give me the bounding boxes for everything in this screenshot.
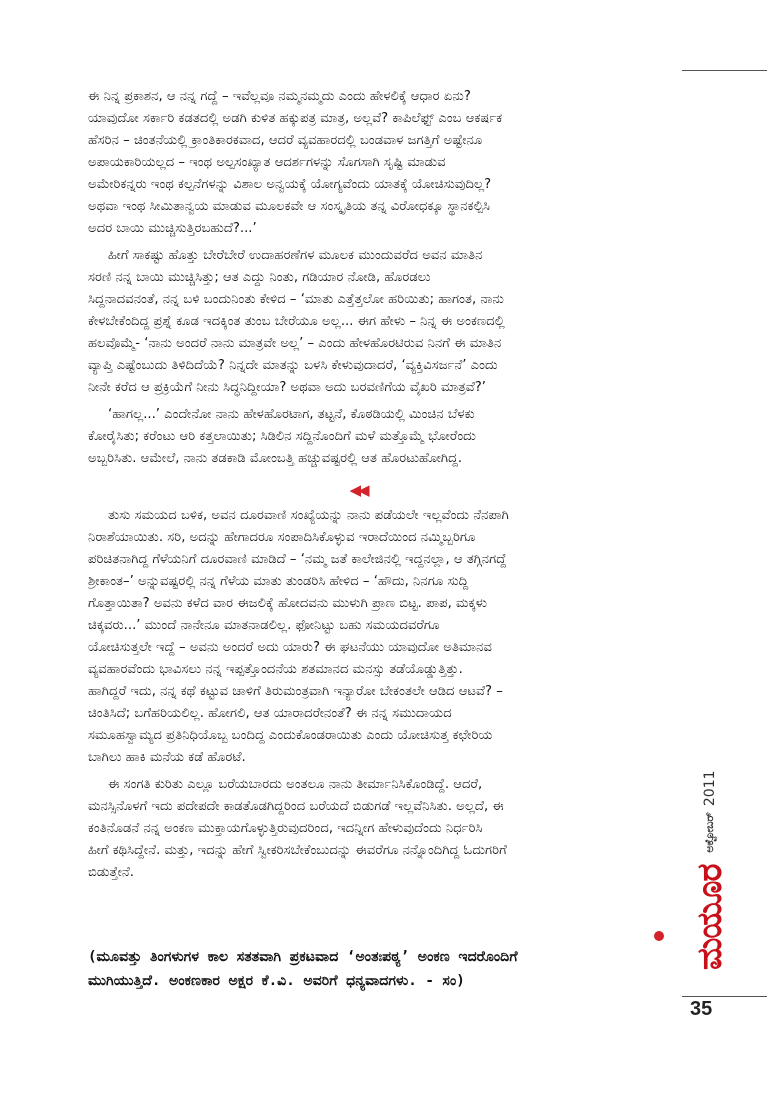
paragraph-line: ಅದರ ಬಾಯಿ ಮುಚ್ಚಿಸುತ್ತಿರಬಹುದೆ?...’ (88, 221, 257, 236)
article-body (88, 86, 628, 889)
paragraph-line: ನೀನೇ ಕರೆದ ಆ ಪ್ರಕ್ರಿಯೆಗೆ ನೀನು ಸಿದ್ಧನಿದ್ದೀಯಾ? ಅಥವಾ ಅದು ಬರವಣಿಗೆಯ ವೈಖರಿ ಮಾತ್ರವೆ?’ (88, 380, 486, 395)
paragraph (88, 774, 628, 884)
paragraph-group-after (88, 505, 628, 884)
issue-year: 2011 (702, 770, 718, 807)
paragraph-line: ‘ಹಾಗಲ್ಲ...’ ಎಂದೇನೋ ನಾನು ಹೇಳಹೊರಟಾಗ, ತಟ್ಟನೆ, ಕೊಠಡಿಯಲ್ಲಿ ಮಿಂಚಿನ ಬೆಳಕು (108, 407, 475, 422)
section-divider-icon: ◀◀ (349, 481, 367, 499)
paragraph-line: ಈ ನಿನ್ನ ಪ್ರಕಾಶನ, ಆ ನನ್ನ ಗದ್ದೆ – ಇವೆಲ್ಲವೂ ನಮ್ಮನಮ್ಮದು ಎಂದು ಹೇಳಲಿಕ್ಕೆ ಆಧಾರ ಏನು? (88, 89, 471, 104)
magazine-masthead (690, 770, 730, 970)
paragraph-line: ನಿರಾಶೆಯಾಯಿತು. ಸರಿ, ಅದನ್ನು ಹೇಗಾದರೂ ಸಂಪಾದಿಸಿಕೊಳ್ಳುವ ಇರಾದೆಯಿಂದ ನಮ್ಮಿಬ್ಬರಿಗೂ (88, 530, 476, 545)
paragraph-line: ಬಿಡುತ್ತೇನೆ. (88, 865, 134, 880)
paragraph-line: ಚಿಂತಿಸಿದೆ; ಬಗೆಹರಿಯಲಿಲ್ಲ. ಹೋಗಲಿ, ಆತ ಯಾರಾದರೇನಂತೆ? ಈ ನನ್ನ ಸಮುದಾಯದ (88, 706, 452, 721)
paragraph-group-before (88, 86, 628, 470)
paragraph-line: ಗೊತ್ತಾಯಿತಾ? ಅವನು ಕಳೆದ ವಾರ ಈಜಲಿಕ್ಕೆ ಹೋದವನು ಮುಳುಗಿ ಪ್ರಾಣ ಬಿಟ್ಟ. ಪಾಪ, ಮಕ್ಕಳು (88, 596, 488, 611)
paragraph-line: ಯಾವುದೋ ಸರ್ಕಾರಿ ಕಡತದಲ್ಲಿ ಅಡಗಿ ಕುಳಿತ ಹಕ್ಕುಪತ್ರ ಮಾತ್ರ, ಅಲ್ಲವೆ? ಕಾಪಿಲೆಫ್ಟ್ ಎಂಬ ಆಕರ್ಷಕ (88, 111, 503, 126)
paragraph (88, 404, 628, 470)
paragraph-line: ವ್ಯವಹಾರವೆಂದು ಭಾವಿಸಲು ನನ್ನ ಇಪ್ಪತ್ತೊಂದನೆಯ ಶತಮಾನದ ಮನಸ್ಸು ತಡೆಯೊಡ್ಡುತ್ತಿತ್ತು. (88, 662, 463, 677)
paragraph-line: ಕಂತಿನೊಡನೆ ನನ್ನ ಅಂಕಣ ಮುಕ್ತಾಯಗೊಳ್ಳುತ್ತಿರುವುದರಿಂದ, ಇದನ್ನೀಗ ಹೇಳುವುದೆಂದು ನಿರ್ಧರಿಸಿ (88, 821, 483, 836)
paragraph-line: ಹೀಗೆ ಸಾಕಷ್ಟು ಹೊತ್ತು ಬೇರೆಬೇರೆ ಉದಾಹರಣೆಗಳ ಮೂಲಕ ಮುಂದುವರೆದ ಅವನ ಮಾತಿನ (108, 248, 483, 263)
page-number: 35 (690, 998, 713, 1020)
red-dot-icon (654, 931, 664, 941)
paragraph-line: ಅಬ್ಬರಿಸಿತು. ಆಮೇಲೆ, ನಾನು ತಡಕಾಡಿ ಮೋಂಬತ್ತಿ ಹಚ್ಚುವಷ್ಟರಲ್ಲಿ ಆತ ಹೊರಟುಹೋಗಿದ್ದ. (88, 451, 463, 466)
paragraph-line: ಕೋರೈಸಿತು; ಕರೆಂಟು ಆರಿ ಕತ್ತಲಾಯಿತು; ಸಿಡಿಲಿನ ಸದ್ದಿನೊಂದಿಗೆ ಮಳೆ ಮತ್ತೊಮ್ಮೆ ಭೋರೆಂದು (88, 429, 476, 444)
paragraph (88, 245, 628, 399)
paragraph-line: ಸಮೂಹಸ್ವಾಮ್ಯದ ಪ್ರತಿನಿಧಿಯೊಬ್ಬ ಬಂದಿದ್ದ ಎಂದುಕೊಂಡರಾಯಿತು ಎಂದು ಯೋಚಿಸುತ್ತ ಕಛೇರಿಯ (88, 728, 493, 743)
paragraph-line: ಕೇಳಬೇಕೆಂದಿದ್ದ ಪ್ರಶ್ನೆ ಕೂಡ ಇದಕ್ಕಿಂತ ತುಂಬ ಬೇರೆಯೂ ಅಲ್ಲ... ಈಗ ಹೇಳು – ನಿನ್ನ ಈ ಅಂಕಣದಲ್ಲಿ (88, 314, 505, 329)
paragraph (88, 505, 628, 769)
paragraph-line: ಯೋಚಿಸುತ್ತಲೇ ಇದ್ದೆ – ಅವನು ಅಂದರೆ ಅದು ಯಾರು? ಈ ಘಟನೆಯು ಯಾವುದೋ ಅತಿಮಾನವ (88, 640, 492, 655)
editor-note-line: ಮುಗಿಯುತ್ತಿದೆ. ಅಂಕಣಕಾರ ಅಕ್ಷರ ಕೆ.ವಿ. ಅವರಿಗೆ ಧನ್ಯವಾದಗಳು. - ಸಂ) (88, 973, 465, 989)
top-rule (682, 70, 767, 71)
paragraph-line: ಮನಸ್ಸಿನೊಳಗೆ ಇದು ಪದೇಪದೇ ಕಾಡತೊಡಗಿದ್ದರಿಂದ ಬರೆಯದೆ ಬಿಡುಗಡೆ ಇಲ್ಲವೆನಿಸಿತು. ಅಲ್ಲದೆ, ಈ (88, 799, 504, 814)
paragraph-line: ಹಲವೊಮ್ಮೆ- ‘ನಾನು ಅಂದರೆ ನಾನು ಮಾತ್ರವೇ ಅಲ್ಲ’ – ಎಂದು ಹೇಳಹೊರಟಿರುವ ನಿನಗೆ ಈ ಮಾತಿನ (88, 336, 502, 351)
paragraph-line: ಅಮೇರಿಕನ್ನರು ಇಂಥ ಕಲ್ಪನೆಗಳನ್ನು ವಿಶಾಲ ಅನ್ವಯಕ್ಕೆ ಯೋಗ್ಯವೆಂದು ಯಾತಕ್ಕೆ ಯೋಚಿಸುವುದಿಲ್ಲ? (88, 177, 492, 192)
paragraph-line: ಅಥವಾ ಇಂಥ ಸೀಮಿತಾನ್ವಯ ಮಾಡುವ ಮೂಲಕವೇ ಆ ಸಂಸ್ಕೃತಿಯ ತನ್ನ ವಿರೋಧಕ್ಕೂ ಸ್ಥಾನಕಲ್ಪಿಸಿ (88, 199, 490, 214)
paragraph-line: ಸಿದ್ದನಾದವನಂತೆ, ನನ್ನ ಬಳಿ ಬಂದುನಿಂತು ಕೇಳಿದ – ‘ಮಾತು ಎತ್ತೆತ್ತಲೋ ಹರಿಯಿತು; ಹಾಗಂತ, ನಾನು (88, 292, 504, 307)
paragraph-line: ಈ ಸಂಗತಿ ಕುರಿತು ಎಲ್ಲೂ ಬರೆಯಬಾರದು ಅಂತಲೂ ನಾನು ತೀರ್ಮಾನಿಸಿಕೊಂಡಿದ್ದೆ. ಆದರೆ, (108, 777, 483, 792)
editor-note-line: (ಮೂವತ್ತು ತಿಂಗಳುಗಳ ಕಾಲ ಸತತವಾಗಿ ಪ್ರಕಟವಾದ ‘ಅಂತಃಪಠ್ಯ’ ಅಂಕಣ ಇದರೊಂದಿಗೆ (88, 949, 518, 965)
editor-note (88, 945, 648, 993)
magazine-sidebar (662, 770, 730, 970)
paragraph-line: ಶ್ರೀಕಾಂತ–’ ಅನ್ನುವಷ್ಟರಲ್ಲಿ ನನ್ನ ಗೆಳೆಯ ಮಾತು ತುಂಡರಿಸಿ ಹೇಳಿದ – ‘ಹೌದು, ನಿನಗೂ ಸುದ್ದಿ (88, 574, 469, 589)
paragraph-line: ಹೀಗೆ ಕಥಿಸಿದ್ದೇನೆ. ಮತ್ತು, ಇದನ್ನು ಹೇಗೆ ಸ್ವೀಕರಿಸಬೇಕೆಂಬುದನ್ನು ಈವರೆಗೂ ನನ್ನೊಂದಿಗಿದ್ದ ಓದುಗರಿಗೆ (88, 843, 507, 858)
paragraph-line: ಸರಣಿ ನನ್ನ ಬಾಯಿ ಮುಚ್ಚಿಸಿತ್ತು; ಆತ ಎದ್ದು ನಿಂತು, ಗಡಿಯಾರ ನೋಡಿ, ಹೊರಡಲು (88, 270, 431, 285)
paragraph-line: ಪರಿಚಿತನಾಗಿದ್ದ ಗೆಳೆಯನಿಗೆ ದೂರವಾಣಿ ಮಾಡಿದೆ – ‘ನಮ್ಮ ಜತೆ ಕಾಲೇಜಿನಲ್ಲಿ ಇದ್ದನಲ್ಲಾ, ಆ ತಗ್ಗಿನಗದ್ದೆ (88, 552, 507, 567)
paragraph-line: ಹೆಸರಿನ – ಚಿಂತನೆಯಲ್ಲಿ ಕ್ರಾಂತಿಕಾರಕವಾದ, ಆದರೆ ವ್ಯವಹಾರದಲ್ಲಿ ಬಂಡವಾಳ ಜಗತ್ತಿಗೆ ಅಷ್ಟೇನೂ (88, 133, 483, 148)
bottom-rule (682, 996, 767, 997)
paragraph-line: ಬಾಗಿಲು ಹಾಕಿ ಮನೆಯ ಕಡೆ ಹೊರಟೆ. (88, 750, 246, 765)
paragraph-line: ಚಿಕ್ಕವರು...’ ಮುಂದೆ ನಾನೇನೂ ಮಾತನಾಡಲಿಲ್ಲ. ಫೋನಿಟ್ಟು ಬಹು ಸಮಯದವರೆಗೂ (88, 618, 440, 633)
paragraph (88, 86, 628, 240)
paragraph-line: ಅಪಾಯಕಾರಿಯಲ್ಲದ – ಇಂಥ ಅಲ್ಪಸಂಖ್ಯಾತ ಆದರ್ಶಗಳನ್ನು ಸೊಗಸಾಗಿ ಸೃಷ್ಟಿ ಮಾಡುವ (88, 155, 446, 170)
paragraph-line: ವ್ಯಾಪ್ತಿ ಎಷ್ಟೆಂಬುದು ತಿಳಿದಿದೆಯೆ? ನಿನ್ನದೇ ಮಾತನ್ನು ಬಳಸಿ ಕೇಳುವುದಾದರೆ, ‘ವ್ಯಕ್ತಿವಿಸರ್ಜನೆ’ ಎಂದು (88, 358, 498, 373)
issue-month: ಅಕ್ಟೋಬರ್ (703, 812, 716, 853)
paragraph-line: ತುಸು ಸಮಯದ ಬಳಿಕ, ಅವನ ದೂರವಾಣಿ ಸಂಖ್ಯೆಯನ್ನು ನಾನು ಪಡೆಯಲೇ ಇಲ್ಲವೆಂದು ನೆನಪಾಗಿ (108, 508, 509, 523)
paragraph-line: ಹಾಗಿದ್ದರೆ ಇದು, ನನ್ನ ಕಥೆ ಕಟ್ಟುವ ಚಾಳಿಗೆ ತಿರುಮಂತ್ರವಾಗಿ ಇನ್ಯಾರೋ ಬೇಕಂತಲೇ ಆಡಿದ ಆಟವೆ? – (88, 684, 503, 699)
magazine-name: ಮಯೂರ (690, 864, 730, 970)
